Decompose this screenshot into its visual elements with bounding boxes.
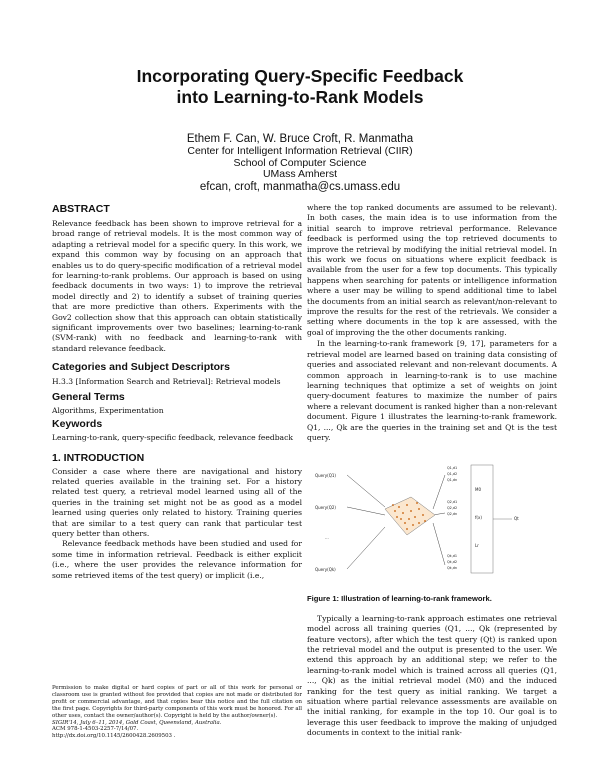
svg-text:Q1,d2: Q1,d2	[447, 472, 458, 477]
model-m0-label: M0	[475, 487, 481, 493]
svg-text:Qk,d2: Qk,d2	[447, 560, 458, 565]
query-doc-list	[447, 466, 457, 570]
affiliation-1: Center for Intelligent Information Retrieval (CIIR)	[187, 145, 413, 157]
intro-paragraph-2: Relevance feedback methods have been studied and used for some time in information retrieval. Feedback is either explicit (i.e., where the user provides the relevance information for some retrieved items of the test query) or implicit (i.e.,	[52, 539, 302, 580]
affiliation-2: School of Computer Science	[233, 156, 367, 169]
abstract-text: Relevance feedback has been shown to improve retrieval for a broad range of retrieval models. It is the most common way of adapting a retrieval model for a specific query. In this work, we expand this common way by focusing on an approach that enables us to do query-specific modification of a retrieval model for learning-to-rank problems. Our approach is based on using feedback documents in two ways: 1) to improve the retrieval model directly and 2) to identify a subset of training queries that are more predictive than others. Experiments with the Gov2 collection show that this approach can obtain statistically significant improvements over two baselines; learning-to-rank (SVM-rank) with no feedback and learning-to-rank with standard relevance feedback.	[52, 219, 302, 353]
svg-text:Q1,dn: Q1,dn	[447, 478, 458, 483]
query-q2-label: Query(Q2)	[315, 505, 336, 511]
categories-text: H.3.3 [Information Search and Retrieval]: Retrieval models	[52, 377, 281, 387]
right-column	[307, 203, 557, 739]
dots-label: ...	[325, 535, 329, 541]
footnote-permission: Permission to make digital or hard copies of part or all of this work for personal or classroom use is granted without fee provided that copies are not made or distributed for profit or commercial advantage, and that copies bear this notice and the full citation on the first page. Copyrights for third-party components of this work must be honored. For all other uses, contact the owner/author(s). Copyright is held by the author/owner(s).	[52, 685, 302, 719]
author-block	[100, 133, 500, 194]
svg-text:Qk,dn: Qk,dn	[447, 566, 458, 571]
introduction-heading: 1. INTRODUCTION	[52, 451, 145, 464]
svg-text:Q2,d1: Q2,d1	[447, 500, 458, 505]
feature-space-plane	[385, 497, 435, 535]
figure-1	[307, 447, 557, 590]
footnote-doi: http://dx.doi.org/10.1145/2600428.2609503 .	[52, 733, 176, 740]
footnote-isbn: ACM 978-1-4503-2257-7/14/07.	[52, 726, 139, 733]
general-terms-heading: General Terms	[52, 390, 125, 403]
right-paragraph-1: where the top ranked documents are assumed to be relevant). In both cases, the main idea is to use information from the initial search to improve retrieval performance. Relevance feedback is performed using the top retrieved documents to improve the retrieval by modifying the initial retrieval model. In this work we focus on situations where explicit feedback is available from the user for a few top documents. This typically happens when searching for patents or intelligence information where a user may be willing to spend additional time to label the documents from an initial search as relevant/non-relevant to improve the results for the rest of the retrievals. We consider a setting where documents in the top k are assessed, with the goal of improving the the other documents ranking.	[307, 203, 557, 337]
svg-text:Q2,dn: Q2,dn	[447, 512, 458, 517]
general-terms-text: Algorithms, Experimentation	[52, 405, 164, 415]
svg-text:Q1,d1: Q1,d1	[447, 466, 458, 471]
copyright-footnote	[52, 685, 302, 740]
learning-to-rank-diagram	[307, 447, 557, 590]
title-line-1: Incorporating Query-Specific Feedback	[136, 66, 464, 86]
keywords-heading: Keywords	[52, 418, 103, 431]
author-email: efcan, croft, manmatha@cs.umass.edu	[199, 180, 401, 193]
right-paragraph-3: Typically a learning-to-rank approach estimates one retrieval model across all training queries (Q1, ..., Qk (represented by feature vectors), after which the test query (Qt) is ranked upon the retrieval model and the output is presented to the user. We extend this approach by an additional step; we refer to the learning-to-rank model which is trained across all queries (Q1, ..., Qk) as the initial retrieval model (M0) and the induced ranking for the test query as initial ranking. We target a situation where partial relevance assessments are available on the initial ranking, for example in the top 10. Our goal is to leverage this user feedback to improve the making of unjudged documents in context to the initial rank-	[307, 613, 557, 738]
svg-text:Q2,d2: Q2,d2	[447, 506, 458, 511]
right-paragraph-2: In the learning-to-rank framework [9, 17], parameters for a retrieval model are learned based on training data consisting of queries and associated relevant and non-relevant documents. A common approach in learning-to-rank is to use machine learning techniques that optimize a set of weights on joint query-document features to maximize the number of pairs where a relevant document is ranked higher than a non-relevant document. Figure 1 illustrates the learning-to-rank framework. Q1, ..., Qk are the queries in the training set and Qt is the test query.	[307, 339, 557, 442]
affiliation-3: UMass Amherst	[262, 168, 338, 180]
ranker-label: Lr	[475, 543, 479, 549]
categories-heading: Categories and Subject Descriptors	[52, 361, 230, 374]
keywords-text: Learning-to-rank, query-specific feedback, relevance feedback	[52, 433, 293, 443]
test-query-label: Qt	[514, 516, 519, 522]
intro-paragraph-1: Consider a case where there are navigational and history related queries available in the training set. For a history related test query, a retrieval model learned using all of the queries in the training set might not be as good as a model learned using queries only related to history. Training queries that are similar to a test query can rank that particular test query better than others.	[52, 466, 302, 538]
abstract-heading: ABSTRACT	[52, 203, 110, 215]
query-qk-label: Query(Qk)	[315, 567, 336, 573]
title-line-2: into Learning-to-Rank Models	[176, 87, 424, 107]
query-q1-label: Query(Q1)	[315, 473, 336, 479]
paper-title	[40, 66, 560, 108]
author-names: Ethem F. Can, W. Bruce Croft, R. Manmatha	[186, 133, 414, 145]
footnote-conference: SIGIR'14, July 6–11, 2014, Gold Coast, Queensland, Australia.	[52, 719, 222, 726]
function-label: f(x)	[475, 515, 482, 521]
svg-text:Qk,d1: Qk,d1	[447, 554, 458, 559]
left-column	[52, 203, 302, 581]
figure-1-caption: Figure 1: Illustration of learning-to-rank framework.	[307, 594, 492, 604]
